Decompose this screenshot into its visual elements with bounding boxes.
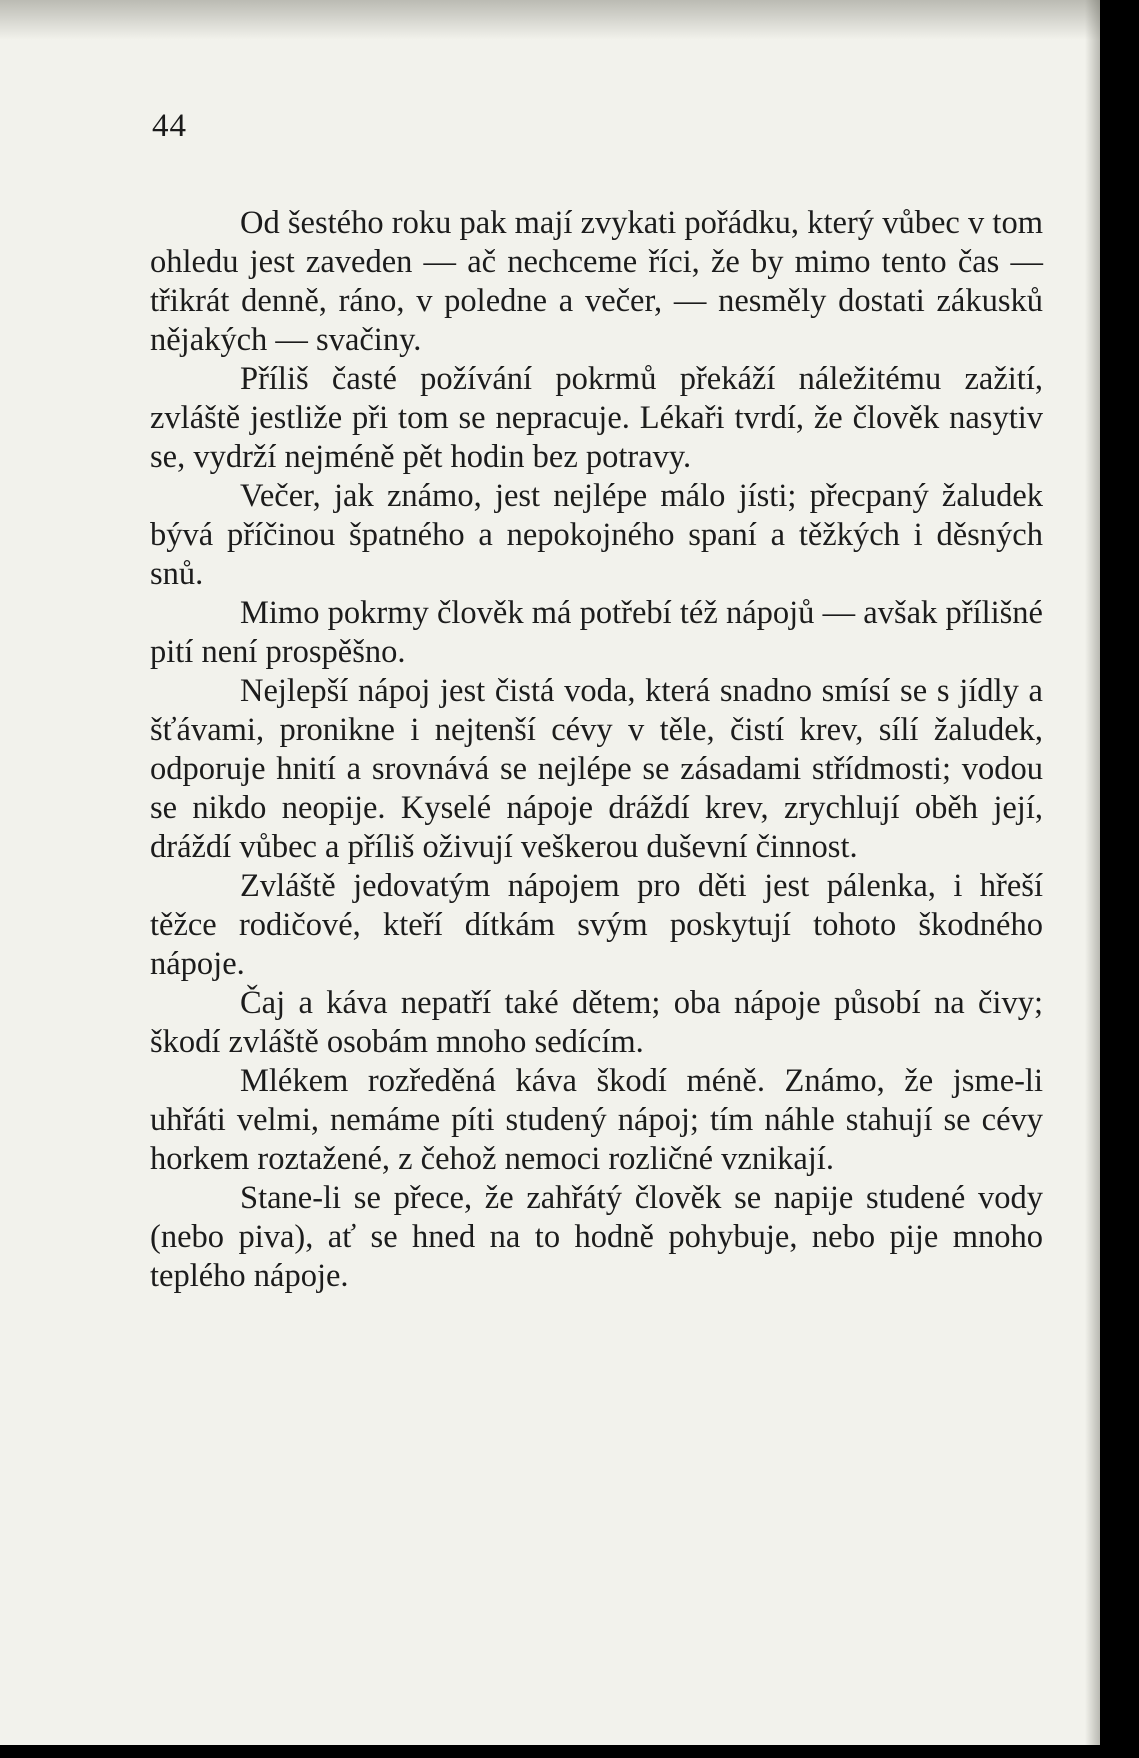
paragraph-9: Stane-li se přece, že zahřátý člověk se napije studené vody (nebo piva), ať se hned na to hodně pohybuje, nebo pije mnoho teplého nápoje.	[150, 1180, 1043, 1294]
page-number: 44	[152, 108, 187, 144]
paragraph-1: Od šestého roku pak mají zvykati pořádku, který vůbec v tom ohledu jest zaveden — ač nechceme říci, že by mimo tento čas — třikrát denně, ráno, v poledne a večer, — nesměly dostati zákusků nějakých — svačiny.	[150, 205, 1043, 358]
paragraph-6: Zvláště jedovatým nápojem pro děti jest pálenka, i hřeší těžce rodičové, kteří dítkám svým poskytují tohoto škodného nápoje.	[150, 868, 1043, 982]
paragraph-5: Nejlepší nápoj jest čistá voda, která snadno smísí se s jídly a šťávami, pronikne i nejtenší cévy v těle, čistí krev, sílí žaludek, odporuje hnití a srovnává se nejlépe se zásadami střídmosti; vodou se nikdo neopije. Kyselé nápoje dráždí krev, zrychlují oběh její, dráždí vůbec a příliš oživují veškerou duševní činnost.	[150, 673, 1043, 865]
scan-gutter-shadow	[1085, 0, 1100, 1745]
paragraph-7: Čaj a káva nepatří také dětem; oba nápoje působí na čivy; škodí zvláště osobám mnoho sedícím.	[150, 985, 1043, 1060]
scan-border-bottom	[0, 1745, 1139, 1758]
scan-top-edge-shadow	[0, 0, 1100, 40]
paragraph-8: Mlékem rozředěná káva škodí méně. Známo, že jsme-li uhřáti velmi, nemáme píti studený nápoj; tím náhle stahují se cévy horkem roztažené, z čehož nemoci rozličné vznikají.	[150, 1063, 1043, 1177]
paragraph-3: Večer, jak známo, jest nejlépe málo jísti; přecpaný žaludek bývá příčinou špatného a nepokojného spaní a těžkých i děsných snů.	[150, 478, 1043, 592]
paragraph-2: Příliš časté požívání pokrmů překáží náležitému zažití, zvláště jestliže při tom se nepracuje. Lékaři tvrdí, že člověk nasytiv se, vydrží nejméně pět hodin bez potravy.	[150, 361, 1043, 475]
paragraph-4: Mimo pokrmy člověk má potřebí též nápojů — avšak přílišné pití není prospěšno.	[150, 595, 1043, 670]
scan-border-right	[1100, 0, 1139, 1758]
body-text	[150, 204, 1043, 1296]
